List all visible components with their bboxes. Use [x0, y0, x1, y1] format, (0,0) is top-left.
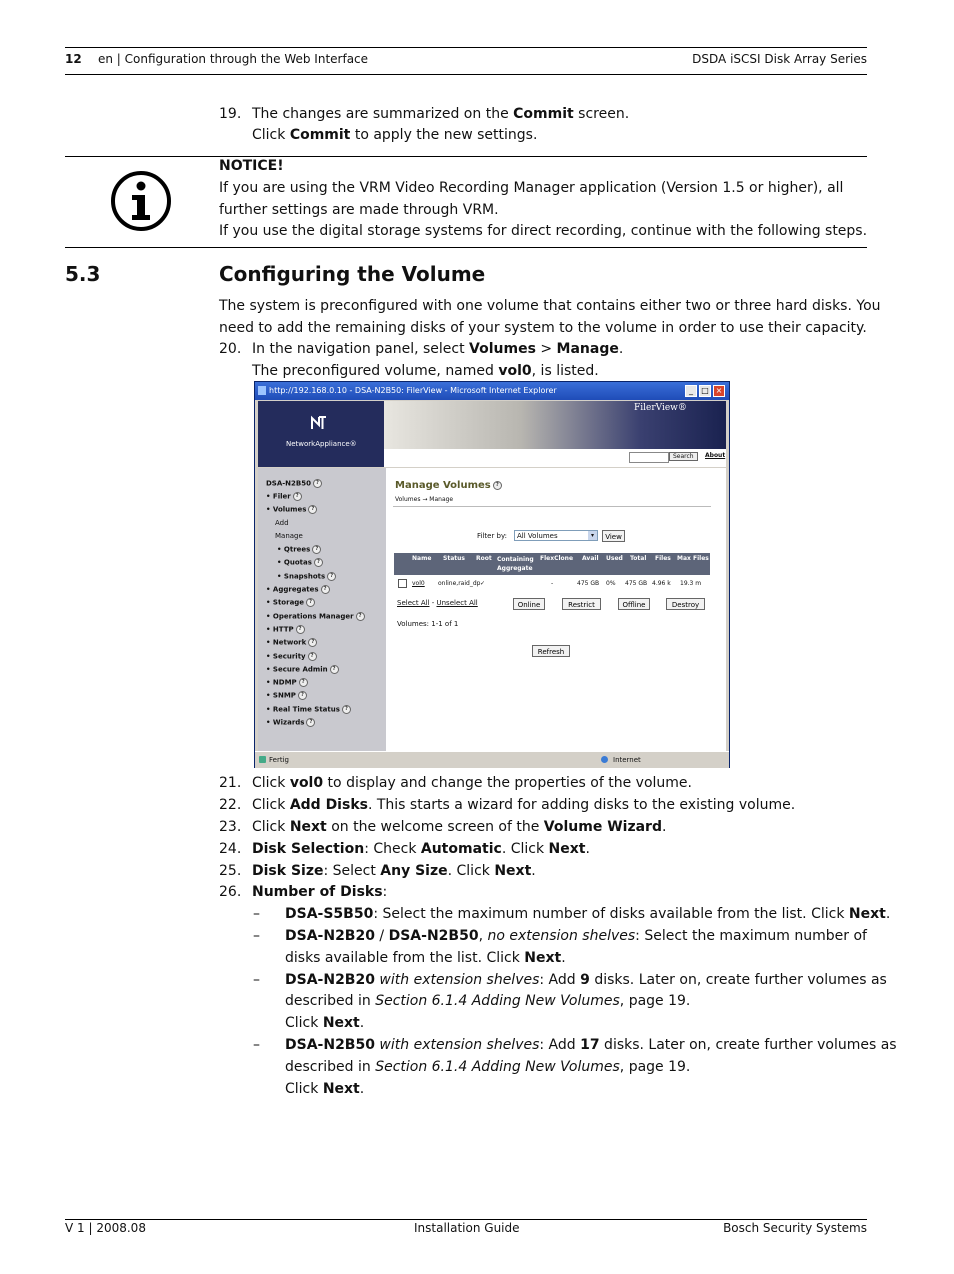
header-bottom-rule [65, 74, 867, 75]
filerview-banner [258, 401, 726, 467]
status-text: Fertig [269, 756, 289, 764]
section-path: en | Configuration through the Web Interface [98, 52, 369, 66]
notice-bottom-rule [65, 247, 867, 248]
cell-max-files: 19.3 m [680, 580, 702, 587]
section-title: Configuring the Volume [219, 262, 486, 286]
info-icon [110, 170, 172, 232]
selection-links: Select All - Unselect All [397, 599, 478, 607]
netapp-logo-text: NetworkAppliance® [286, 440, 357, 448]
nav-network[interactable]: • Network ? [266, 638, 317, 647]
step-text: Number of Disks: [252, 884, 388, 900]
col-root[interactable]: Root [476, 555, 492, 562]
col-total[interactable]: Total [630, 555, 647, 562]
col-status[interactable]: Status [443, 555, 465, 562]
search-input[interactable] [629, 452, 669, 463]
volume-count: Volumes: 1-1 of 1 [397, 620, 459, 628]
step-number: 22. [219, 797, 242, 813]
footer-rule [65, 1219, 867, 1220]
list-item: DSA-S5B50: Select the maximum number of disks available from the list. Click Next. [285, 906, 891, 922]
nav-volumes[interactable]: • Volumes ? [266, 505, 317, 514]
chevron-down-icon: ▾ [588, 531, 597, 540]
step-text: Click Add Disks. This starts a wizard for adding disks to the existing volume. [252, 797, 796, 813]
online-button[interactable]: Online [513, 598, 545, 610]
list-dash: – [253, 972, 260, 988]
row-checkbox[interactable] [398, 579, 407, 588]
step-number: 25. [219, 863, 242, 879]
step-text: Click Commit to apply the new settings. [252, 127, 538, 143]
cell-aggregate: - [551, 580, 554, 587]
intro-text: need to add the remaining disks of your system to the volume in order to use their capacity. [219, 320, 867, 336]
nav-secure-admin[interactable]: • Secure Admin ? [266, 665, 339, 674]
cell-files: 4.96 k [652, 580, 671, 587]
step-number: 19. [219, 106, 242, 122]
cell-total: 475 GB [625, 580, 648, 587]
search-button[interactable]: Search [669, 452, 698, 461]
col-aggregate[interactable]: Containing Aggregate [497, 556, 534, 572]
list-dash: – [253, 906, 260, 922]
maximize-button[interactable]: □ [699, 385, 711, 397]
page-number: 12 [65, 52, 82, 66]
step-text: Click vol0 to display and change the properties of the volume. [252, 775, 692, 791]
nav-wizards[interactable]: • Wizards ? [266, 718, 315, 727]
cell-avail: 475 GB [577, 580, 600, 587]
nav-device[interactable]: DSA-N2B50 ? [266, 479, 322, 488]
window-title: http://192.168.0.10 - DSA-N2B50: FilerView - Microsoft Internet Explorer [269, 386, 557, 395]
browser-screenshot [254, 381, 730, 768]
nav-http[interactable]: • HTTP ? [266, 625, 305, 634]
footer-version: V 1 | 2008.08 [65, 1221, 146, 1235]
filter-select[interactable]: All Volumes ▾ [514, 530, 598, 541]
col-files[interactable]: Files [655, 555, 671, 562]
select-all-link[interactable]: Select All [397, 599, 430, 607]
list-dash: – [253, 928, 260, 944]
notice-text: further settings are made through VRM. [219, 202, 499, 218]
zone-text: Internet [613, 756, 641, 764]
divider [393, 506, 711, 507]
col-max-files[interactable]: Max Files [677, 555, 709, 562]
nav-manage[interactable]: Manage [275, 532, 303, 540]
col-name[interactable]: Name [412, 555, 432, 562]
filerview-brand: FilerView® [634, 403, 687, 413]
footer-company: Bosch Security Systems [723, 1221, 867, 1235]
nav-snmp[interactable]: • SNMP ? [266, 691, 307, 700]
intro-text: The system is preconfigured with one volume that contains either two or three hard disks. You [219, 298, 881, 314]
cell-status: online,raid_dp [438, 580, 481, 587]
step-text: Click Next on the welcome screen of the Volume Wizard. [252, 819, 667, 835]
step-number: 23. [219, 819, 242, 835]
notice-title: NOTICE! [219, 158, 284, 174]
view-button[interactable]: View [602, 530, 625, 542]
step-number: 21. [219, 775, 242, 791]
step-number: 26. [219, 884, 242, 900]
page-heading: Manage Volumes ? [395, 480, 502, 491]
step-text: Disk Selection: Check Automatic. Click Next. [252, 841, 590, 857]
step-text: In the navigation panel, select Volumes > Manage. [252, 341, 624, 357]
list-item-cont: described in Section 6.1.4 Adding New Volumes, page 19. [285, 993, 691, 1009]
step-number: 20. [219, 341, 242, 357]
refresh-button[interactable]: Refresh [532, 645, 570, 657]
nav-ndmp[interactable]: • NDMP ? [266, 678, 308, 687]
nav-security[interactable]: • Security ? [266, 652, 317, 661]
nav-sidebar [258, 468, 386, 751]
step-text: Disk Size: Select Any Size. Click Next. [252, 863, 536, 879]
cell-root: ✓ [480, 580, 486, 587]
footer-doc: Installation Guide [414, 1221, 520, 1235]
offline-button[interactable]: Offline [618, 598, 650, 610]
section-number: 5.3 [65, 262, 101, 286]
nav-real-time-status[interactable]: • Real Time Status ? [266, 705, 351, 714]
col-avail[interactable]: Avail [582, 555, 599, 562]
nav-filer[interactable]: • Filer ? [266, 492, 302, 501]
list-item-cont: disks available from the list. Click Next. [285, 950, 566, 966]
step-text: The preconfigured volume, named vol0, is listed. [252, 363, 599, 379]
status-bar [255, 751, 729, 768]
page-icon [259, 756, 266, 763]
col-flexclone[interactable]: FlexClone [540, 555, 574, 562]
nav-add[interactable]: Add [275, 519, 289, 527]
list-item: DSA-N2B50 with extension shelves: Add 17 disks. Later on, create further volumes as [285, 1037, 897, 1053]
netapp-logo-icon [310, 415, 328, 431]
product-name: DSDA iSCSI Disk Array Series [692, 52, 867, 66]
col-used[interactable]: Used [606, 555, 623, 562]
close-button[interactable]: × [713, 385, 725, 397]
header-top-rule [65, 47, 867, 48]
destroy-button[interactable]: Destroy [666, 598, 705, 610]
notice-text: If you are using the VRM Video Recording Manager application (Version 1.5 or higher), all [219, 180, 844, 196]
nav-qtrees[interactable]: • Qtrees ? [277, 545, 321, 554]
table-header [394, 553, 710, 575]
list-item-cont: Click Next. [285, 1015, 365, 1031]
list-item-cont: Click Next. [285, 1081, 365, 1097]
breadcrumb: Volumes → Manage [395, 496, 454, 503]
restrict-button[interactable]: Restrict [562, 598, 601, 610]
nav-snapshots[interactable]: • Snapshots ? [277, 572, 336, 581]
list-item-cont: described in Section 6.1.4 Adding New Volumes, page 19. [285, 1059, 691, 1075]
nav-quotas[interactable]: • Quotas ? [277, 558, 323, 567]
table-row [394, 576, 710, 590]
notice-text: If you use the digital storage systems for direct recording, continue with the following steps. [219, 223, 868, 239]
volume-link[interactable]: vol0 [412, 580, 425, 587]
notice-top-rule [65, 156, 867, 157]
cell-used: 0% [606, 580, 616, 587]
nav-ops-manager[interactable]: • Operations Manager ? [266, 612, 365, 621]
list-item: DSA-N2B20 / DSA-N2B50, no extension shelves: Select the maximum number of [285, 928, 867, 944]
globe-icon [601, 756, 608, 763]
step-number: 24. [219, 841, 242, 857]
nav-storage[interactable]: • Storage ? [266, 598, 315, 607]
list-item: DSA-N2B20 with extension shelves: Add 9 disks. Later on, create further volumes as [285, 972, 887, 988]
section-reference[interactable]: Section 6.1.4 Adding New Volumes [375, 1059, 620, 1075]
window-titlebar [255, 382, 729, 400]
section-reference[interactable]: Section 6.1.4 Adding New Volumes [375, 993, 620, 1009]
ie-icon [258, 386, 266, 395]
filter-label: Filter by: [477, 532, 507, 540]
minimize-button[interactable]: _ [685, 385, 697, 397]
step-text: The changes are summarized on the Commit screen. [252, 106, 630, 122]
main-content [386, 468, 726, 751]
about-link[interactable]: About [705, 452, 726, 459]
unselect-all-link[interactable]: Unselect All [436, 599, 478, 607]
logo-area [258, 401, 384, 467]
list-dash: – [253, 1037, 260, 1053]
nav-aggregates[interactable]: • Aggregates ? [266, 585, 330, 594]
